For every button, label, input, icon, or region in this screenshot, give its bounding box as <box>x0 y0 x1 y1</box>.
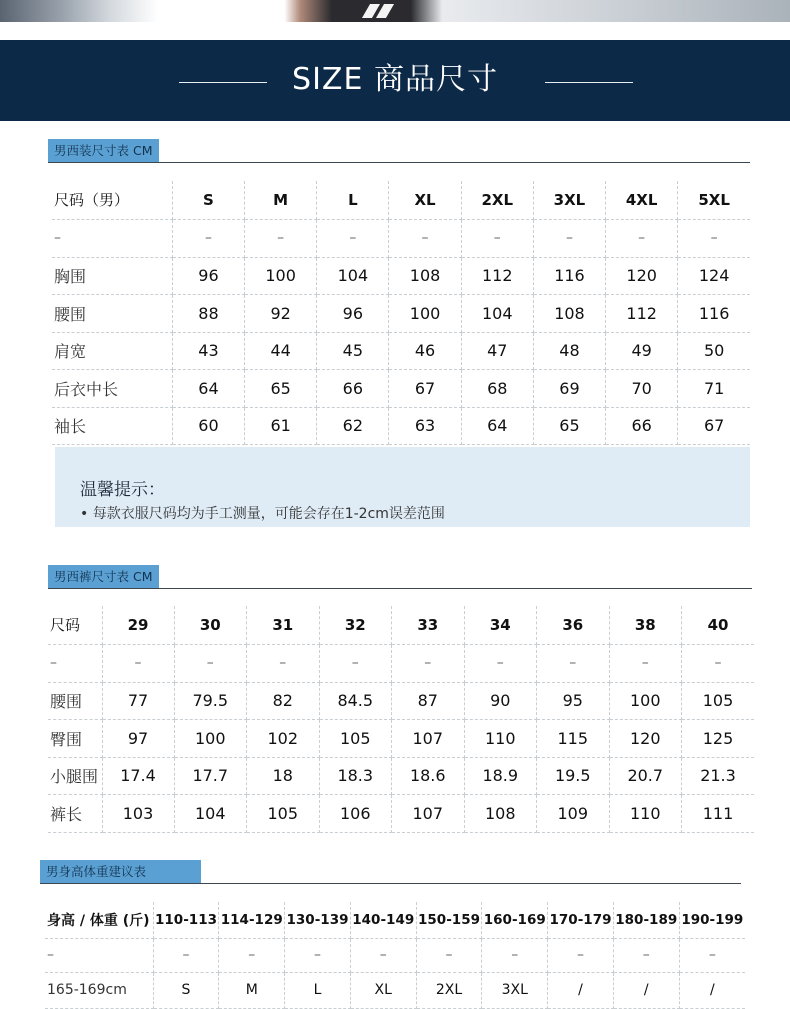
value-cell: 18.9 <box>464 757 537 795</box>
value-cell: 66 <box>606 407 678 445</box>
value-cell: – <box>416 938 482 972</box>
value-cell: 61 <box>245 407 317 445</box>
table-row <box>52 370 750 408</box>
size-banner <box>0 40 790 121</box>
value-cell: 170-179 <box>548 902 614 938</box>
height-weight-heading <box>40 860 741 884</box>
value-cell: – <box>548 938 614 972</box>
table-row <box>48 682 754 720</box>
row-label-cell: – <box>52 219 172 257</box>
value-cell: – <box>219 938 285 972</box>
value-cell: – <box>319 644 392 682</box>
value-cell: 31 <box>247 606 320 644</box>
value-cell: – <box>464 644 537 682</box>
value-cell: 3XL <box>533 181 605 219</box>
value-cell: 125 <box>682 720 755 758</box>
value-cell: 100 <box>174 720 247 758</box>
value-cell: 79.5 <box>174 682 247 720</box>
value-cell: 112 <box>606 295 678 333</box>
value-cell: – <box>245 219 317 257</box>
row-label-cell: – <box>45 938 153 972</box>
value-cell: 108 <box>464 795 537 833</box>
value-cell: 140-149 <box>350 902 416 938</box>
value-cell: 110-113 <box>153 902 219 938</box>
value-cell: 104 <box>174 795 247 833</box>
value-cell: 40 <box>682 606 755 644</box>
value-cell: 45 <box>317 332 389 370</box>
value-cell: 92 <box>245 295 317 333</box>
value-cell: – <box>533 219 605 257</box>
value-cell: 108 <box>389 257 461 295</box>
value-cell: 2XL <box>416 972 482 1008</box>
value-cell: – <box>678 219 750 257</box>
value-cell: 67 <box>678 407 750 445</box>
value-cell: 65 <box>245 370 317 408</box>
value-cell: – <box>613 938 679 972</box>
value-cell: 103 <box>102 795 174 833</box>
value-cell: 160-169 <box>482 902 548 938</box>
value-cell: 100 <box>245 257 317 295</box>
value-cell: 180-189 <box>613 902 679 938</box>
value-cell: L <box>285 972 351 1008</box>
bullet-icon: • <box>80 506 89 522</box>
value-cell: – <box>247 644 320 682</box>
value-cell: 97 <box>102 720 174 758</box>
height-weight-table <box>45 902 745 1009</box>
value-cell: 60 <box>172 407 244 445</box>
value-cell: 84.5 <box>319 682 392 720</box>
value-cell: 111 <box>682 795 755 833</box>
value-cell: 96 <box>317 295 389 333</box>
pants-table-heading-rule <box>48 588 752 589</box>
value-cell: 34 <box>464 606 537 644</box>
table-row <box>52 257 750 295</box>
value-cell: – <box>461 219 533 257</box>
value-cell: 190-199 <box>679 902 745 938</box>
value-cell: 18.6 <box>392 757 465 795</box>
value-cell: – <box>392 644 465 682</box>
value-cell: 130-139 <box>285 902 351 938</box>
value-cell: 104 <box>317 257 389 295</box>
row-label-cell: 腰围 <box>52 295 172 333</box>
value-cell: 115 <box>537 720 610 758</box>
row-label-cell: 肩宽 <box>52 332 172 370</box>
row-label-cell: 胸围 <box>52 257 172 295</box>
value-cell: 105 <box>682 682 755 720</box>
value-cell: 71 <box>678 370 750 408</box>
row-label-cell: 尺码（男） <box>52 181 172 219</box>
table-row <box>45 972 745 1008</box>
tips-box <box>55 447 750 527</box>
value-cell: M <box>245 181 317 219</box>
value-cell: 18.3 <box>319 757 392 795</box>
header-row <box>52 181 750 219</box>
value-cell: 124 <box>678 257 750 295</box>
value-cell: – <box>606 219 678 257</box>
value-cell: M <box>219 972 285 1008</box>
value-cell: 112 <box>461 257 533 295</box>
table-row <box>48 795 754 833</box>
value-cell: 100 <box>609 682 682 720</box>
value-cell: 21.3 <box>682 757 755 795</box>
value-cell: – <box>679 938 745 972</box>
value-cell: 17.4 <box>102 757 174 795</box>
header-row <box>48 606 754 644</box>
value-cell: 114-129 <box>219 902 285 938</box>
row-label-cell: – <box>48 644 102 682</box>
value-cell: 44 <box>245 332 317 370</box>
table-row <box>48 720 754 758</box>
dash-row <box>48 644 754 682</box>
table-row <box>52 295 750 333</box>
suit-table-heading-label: 男西装尺寸表 CM <box>48 139 159 163</box>
value-cell: 46 <box>389 332 461 370</box>
row-label-cell: 裤长 <box>48 795 102 833</box>
row-label-cell: 165-169cm <box>45 972 153 1008</box>
value-cell: 70 <box>606 370 678 408</box>
pants-size-table <box>48 606 754 833</box>
table-row <box>52 407 750 445</box>
value-cell: 20.7 <box>609 757 682 795</box>
value-cell: 109 <box>537 795 610 833</box>
value-cell: 77 <box>102 682 174 720</box>
dash-row <box>52 219 750 257</box>
value-cell: 106 <box>319 795 392 833</box>
value-cell: 30 <box>174 606 247 644</box>
row-label-cell: 臀围 <box>48 720 102 758</box>
value-cell: 90 <box>464 682 537 720</box>
value-cell: – <box>389 219 461 257</box>
value-cell: 67 <box>389 370 461 408</box>
value-cell: 116 <box>678 295 750 333</box>
value-cell: 107 <box>392 795 465 833</box>
value-cell: S <box>153 972 219 1008</box>
table-row <box>52 332 750 370</box>
value-cell: – <box>537 644 610 682</box>
header-row <box>45 902 745 938</box>
value-cell: 105 <box>247 795 320 833</box>
banner-title: SIZE 商品尺寸 <box>292 62 498 97</box>
value-cell: / <box>679 972 745 1008</box>
suit-table-heading <box>48 139 750 163</box>
value-cell: 36 <box>537 606 610 644</box>
value-cell: 102 <box>247 720 320 758</box>
value-cell: – <box>482 938 548 972</box>
value-cell: 32 <box>319 606 392 644</box>
value-cell: 120 <box>609 720 682 758</box>
value-cell: 104 <box>461 295 533 333</box>
value-cell: – <box>317 219 389 257</box>
row-label-cell: 后衣中长 <box>52 370 172 408</box>
row-label-cell: 腰围 <box>48 682 102 720</box>
value-cell: 96 <box>172 257 244 295</box>
pants-table-heading-label: 男西裤尺寸表 CM <box>48 565 159 589</box>
value-cell: – <box>102 644 174 682</box>
value-cell: 120 <box>606 257 678 295</box>
value-cell: 48 <box>533 332 605 370</box>
value-cell: 62 <box>317 407 389 445</box>
value-cell: 17.7 <box>174 757 247 795</box>
value-cell: 5XL <box>678 181 750 219</box>
value-cell: S <box>172 181 244 219</box>
value-cell: 64 <box>172 370 244 408</box>
value-cell: 64 <box>461 407 533 445</box>
value-cell: XL <box>350 972 416 1008</box>
suit-table-heading-rule <box>48 162 750 163</box>
value-cell: 95 <box>537 682 610 720</box>
value-cell: 105 <box>319 720 392 758</box>
value-cell: 63 <box>389 407 461 445</box>
value-cell: 110 <box>464 720 537 758</box>
value-cell: 49 <box>606 332 678 370</box>
value-cell: 18 <box>247 757 320 795</box>
value-cell: 19.5 <box>537 757 610 795</box>
value-cell: – <box>350 938 416 972</box>
value-cell: – <box>682 644 755 682</box>
value-cell: 87 <box>392 682 465 720</box>
value-cell: 3XL <box>482 972 548 1008</box>
value-cell: – <box>172 219 244 257</box>
value-cell: XL <box>389 181 461 219</box>
value-cell: / <box>613 972 679 1008</box>
value-cell: 88 <box>172 295 244 333</box>
value-cell: – <box>153 938 219 972</box>
row-label-cell: 尺码 <box>48 606 102 644</box>
value-cell: 110 <box>609 795 682 833</box>
suit-size-table <box>52 181 750 445</box>
value-cell: 68 <box>461 370 533 408</box>
value-cell: 38 <box>609 606 682 644</box>
height-weight-heading-label: 男身高体重建议表 <box>40 860 201 884</box>
value-cell: / <box>548 972 614 1008</box>
value-cell: 65 <box>533 407 605 445</box>
tips-title: 温馨提示： <box>80 480 165 500</box>
value-cell: 69 <box>533 370 605 408</box>
value-cell: 116 <box>533 257 605 295</box>
dash-row <box>45 938 745 972</box>
value-cell: 150-159 <box>416 902 482 938</box>
value-cell: – <box>285 938 351 972</box>
tips-item-text: 每款衣服尺码均为手工测量，可能会存在1-2cm误差范围 <box>92 506 445 522</box>
value-cell: – <box>609 644 682 682</box>
value-cell: 107 <box>392 720 465 758</box>
value-cell: 66 <box>317 370 389 408</box>
row-label-cell: 小腿围 <box>48 757 102 795</box>
row-label-cell: 身高 / 体重 (斤) <box>45 902 153 938</box>
value-cell: 2XL <box>461 181 533 219</box>
pants-table-heading <box>48 565 752 589</box>
banner-right-rule <box>545 82 633 83</box>
value-cell: 43 <box>172 332 244 370</box>
value-cell: 47 <box>461 332 533 370</box>
row-label-cell: 袖长 <box>52 407 172 445</box>
value-cell: 4XL <box>606 181 678 219</box>
value-cell: 50 <box>678 332 750 370</box>
height-weight-heading-rule <box>40 883 741 884</box>
value-cell: 29 <box>102 606 174 644</box>
value-cell: 33 <box>392 606 465 644</box>
value-cell: 100 <box>389 295 461 333</box>
product-photo-strip <box>0 0 790 22</box>
tips-item <box>80 503 445 523</box>
value-cell: 82 <box>247 682 320 720</box>
value-cell: – <box>174 644 247 682</box>
value-cell: 108 <box>533 295 605 333</box>
table-row <box>48 757 754 795</box>
value-cell: L <box>317 181 389 219</box>
